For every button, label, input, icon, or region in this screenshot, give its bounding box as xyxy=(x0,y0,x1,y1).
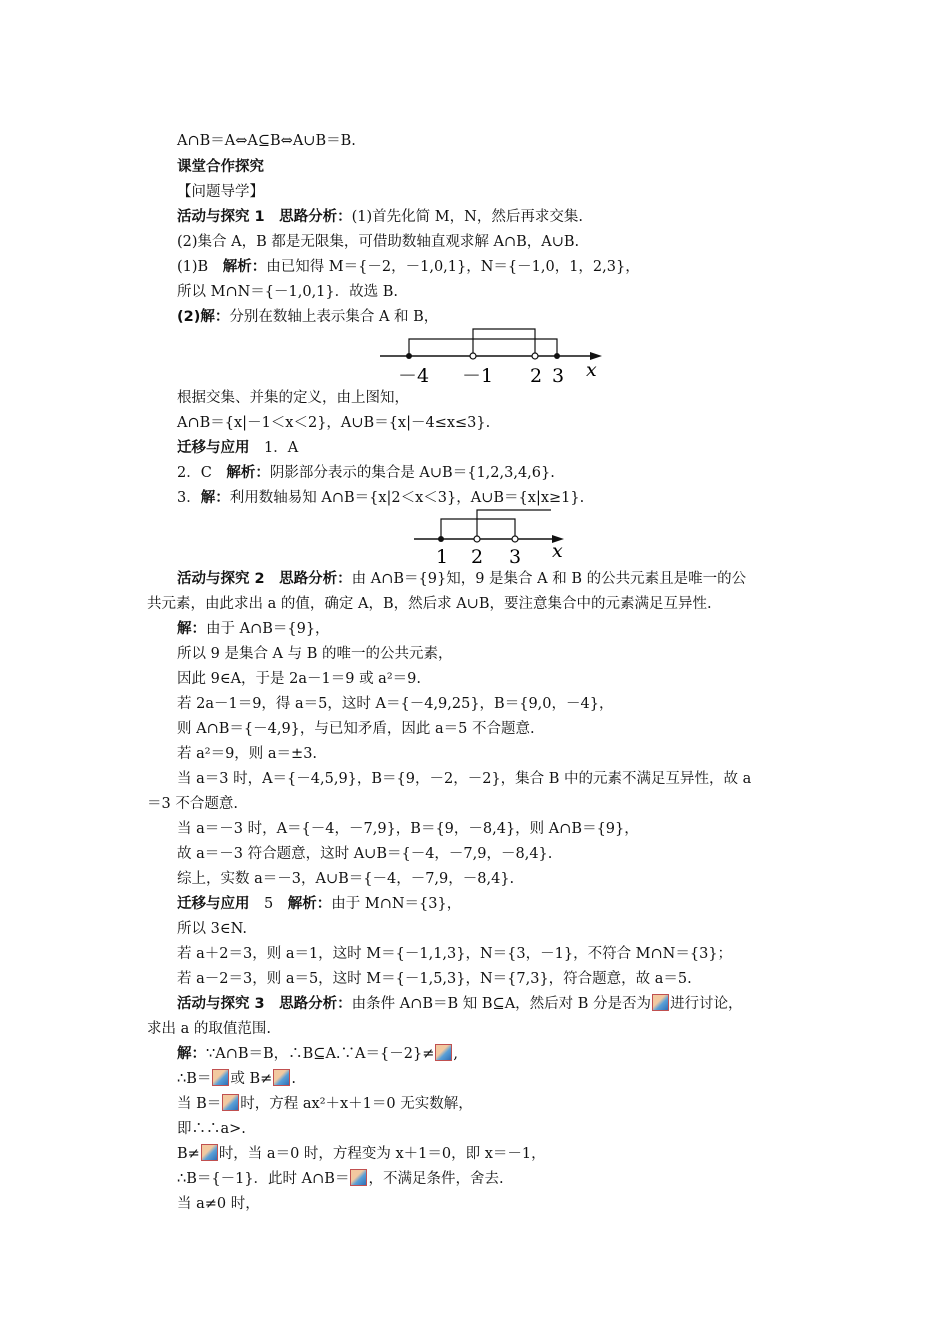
broken-image-icon xyxy=(350,1169,367,1186)
tick-label: 2 xyxy=(530,365,543,386)
text-line: 活动与探究 2 思路分析：由 A∩B＝{9}知，9 是集合 A 和 B 的公共元素且是唯一的公 xyxy=(177,571,747,587)
text-line: 解：∵A∩B＝B，∴B⊆A.∵A＝{－2}≠ , xyxy=(177,1046,458,1062)
tick-label: －4 xyxy=(398,365,430,386)
text-line: 解：由于 A∩B＝{9}， xyxy=(177,621,330,637)
text-line: (2)解：分别在数轴上表示集合 A 和 B， xyxy=(177,309,439,325)
open-point xyxy=(532,353,538,359)
text-line: (1)B 解析：由已知得 M＝{－2，－1,0,1}，N＝{－1,0，1，2,3}， xyxy=(177,259,640,275)
text-line: 故 a＝－3 符合题意，这时 A∪B＝{－4，－7,9，－8,4}. xyxy=(177,846,553,862)
number-line-figure-1 xyxy=(378,322,608,386)
tick-label: －1 xyxy=(462,365,494,386)
broken-image-icon xyxy=(201,1144,218,1161)
set-bracket xyxy=(477,510,551,539)
text-line: 求出 a 的取值范围. xyxy=(147,1021,271,1037)
text-line: 2．C 解析：阴影部分表示的集合是 A∪B＝{1,2,3,4,6}. xyxy=(177,465,555,481)
text-line: 根据交集、并集的定义，由上图知， xyxy=(177,390,409,406)
text-line: A∩B＝A⇔A⊆B⇔A∪B＝B. xyxy=(177,133,356,149)
closed-point xyxy=(438,536,444,542)
text-line: 共元素，由此求出 a 的值，确定 A，B，然后求 A∪B，要注意集合中的元素满足互异性. xyxy=(147,596,712,612)
text-line: 迁移与应用 5 解析：由于 M∩N＝{3}， xyxy=(177,896,462,912)
tick-label: 2 xyxy=(471,546,484,567)
text-line: 当 B＝ 时，方程 ax²＋x＋1＝0 无实数解， xyxy=(177,1096,473,1112)
text-line: 若 a²＝9，则 a＝±3. xyxy=(177,746,318,762)
closed-point xyxy=(554,353,560,359)
set-bracket-a xyxy=(473,329,535,356)
text-line: 若 2a－1＝9，得 a＝5，这时 A＝{－4,9,25}，B＝{9,0，－4}， xyxy=(177,696,614,712)
text-line: 当 a＝－3 时，A＝{－4，－7,9}，B＝{9，－8,4}，则 A∩B＝{9}， xyxy=(177,821,639,837)
text-line: 若 a－2＝3，则 a＝5，这时 M＝{－1,5,3}，N＝{7,3}，符合题意，故 a＝5. xyxy=(177,971,692,987)
text-line: 活动与探究 3 思路分析：由条件 A∩B＝B 知 B⊆A，然后对 B 分是否为 进行讨论， xyxy=(177,996,743,1012)
section-heading: 课堂合作探究 xyxy=(177,159,264,175)
axis-label: x xyxy=(552,540,563,562)
open-point xyxy=(470,353,476,359)
text-line: (2)集合 A，B 都是无限集，可借助数轴直观求解 A∩B，A∪B. xyxy=(177,234,580,250)
text-line: 所以 9 是集合 A 与 B 的唯一的公共元素， xyxy=(177,646,453,662)
number-line-figure-2 xyxy=(412,505,572,567)
text-line: 所以 M∩N＝{－1,0,1}．故选 B. xyxy=(177,284,399,300)
open-point xyxy=(512,536,518,542)
text-line: 若 a＋2＝3，则 a＝1，这时 M＝{－1,1,3}，N＝{3，－1}，不符合 M∩N＝{3}； xyxy=(177,946,733,962)
broken-image-icon xyxy=(273,1069,290,1086)
text-line: ＝3 不合题意. xyxy=(147,796,238,812)
broken-image-icon xyxy=(222,1094,239,1111)
closed-point xyxy=(406,353,412,359)
tick-label: 1 xyxy=(436,546,449,567)
text-line: 即∴∴a>. xyxy=(177,1121,246,1137)
text-line: 则 A∩B＝{－4,9}，与已知矛盾，因此 a＝5 不合题意. xyxy=(177,721,535,737)
text-line: 活动与探究 1 思路分析：(1)首先化简 M，N，然后再求交集. xyxy=(177,209,583,225)
broken-image-icon xyxy=(652,994,669,1011)
text-line: 当 a≠0 时， xyxy=(177,1196,260,1212)
text-line: 3．解：利用数轴易知 A∩B＝{x|2＜x＜3}，A∪B＝{x|x≥1}. xyxy=(177,490,585,506)
subsection-heading: 【问题导学】 xyxy=(177,184,264,200)
text-line: ∴B＝ 或 B≠ . xyxy=(177,1071,296,1087)
text-line: 综上，实数 a＝－3，A∪B＝{－4，－7,9，－8,4}. xyxy=(177,871,515,887)
text-line: B≠ 时，当 a＝0 时，方程变为 x＋1＝0，即 x＝－1， xyxy=(177,1146,546,1162)
text-line: 当 a＝3 时，A＝{－4,5,9}，B＝{9，－2，－2}，集合 B 中的元素不满足互异性，故 a xyxy=(177,771,752,787)
text-line: 所以 3∈N. xyxy=(177,921,247,937)
tick-label: 3 xyxy=(509,546,522,567)
text-line: ∴B＝{－1}．此时 A∩B＝ ，不满足条件，舍去. xyxy=(177,1171,504,1187)
open-point xyxy=(474,536,480,542)
broken-image-icon xyxy=(212,1069,229,1086)
text-line: A∩B＝{x|－1＜x＜2}，A∪B＝{x|－4≤x≤3}. xyxy=(177,415,491,431)
tick-label: 3 xyxy=(552,365,565,386)
broken-image-icon xyxy=(435,1044,452,1061)
axis-label: x xyxy=(586,359,597,381)
text-line: 迁移与应用 1．A xyxy=(177,440,299,456)
text-line: 因此 9∈A，于是 2a－1＝9 或 a²＝9. xyxy=(177,671,421,687)
